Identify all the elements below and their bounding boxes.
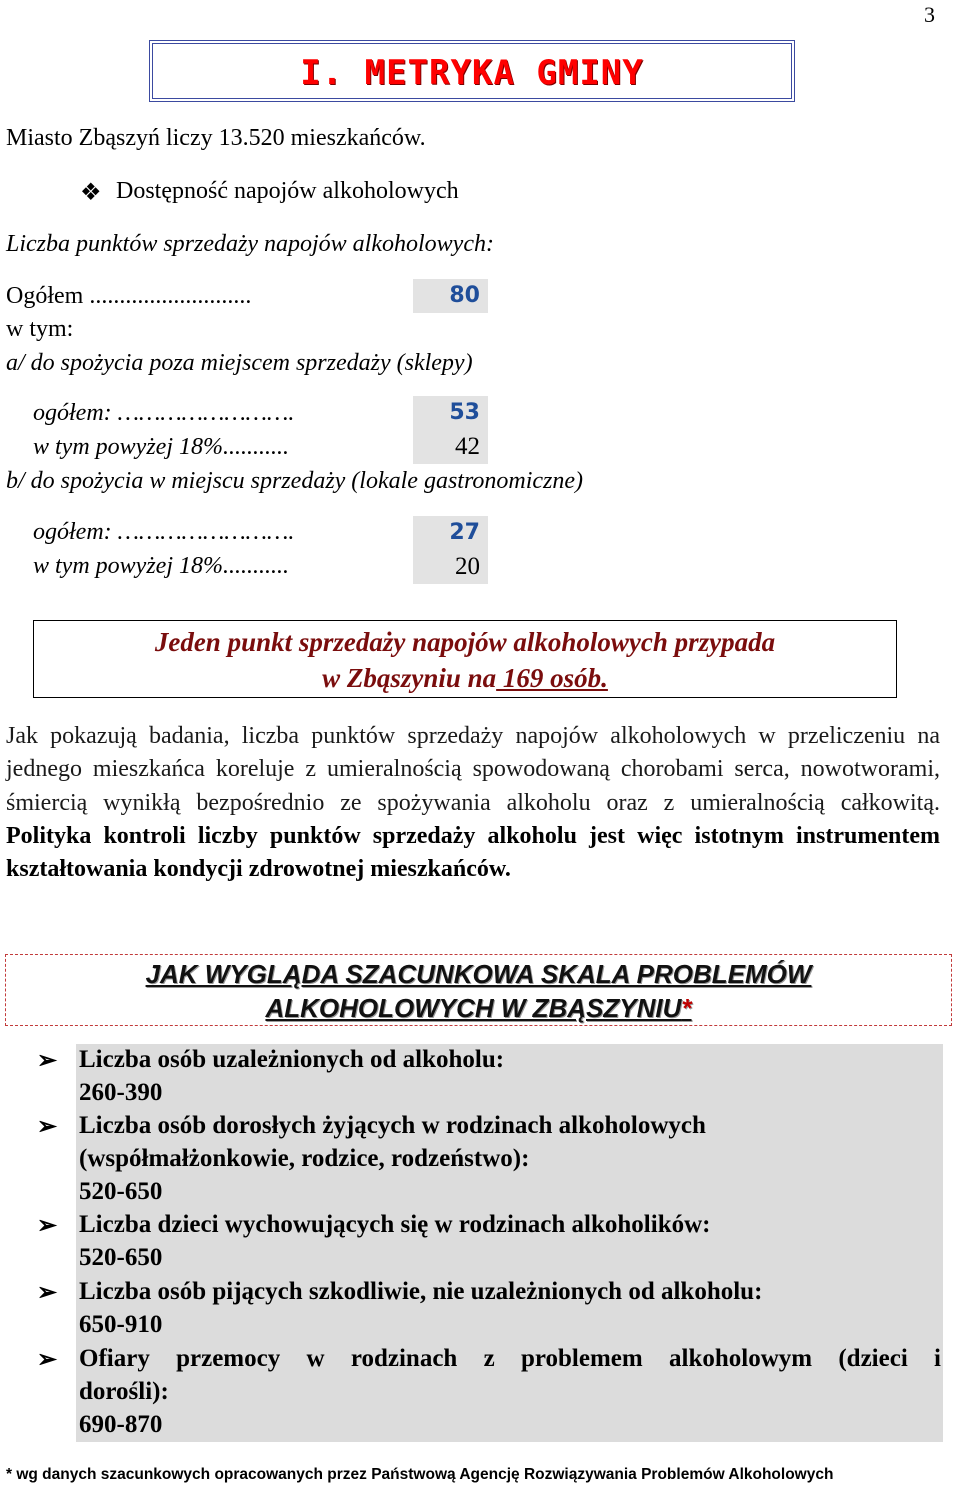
list-item-label: Liczba osób dorosłych żyjących w rodzinach alkoholowych (79, 1112, 706, 1139)
cat-a-over18-label: w tym powyżej 18%........... (33, 434, 289, 460)
list-item-label: Ofiary przemocy w rodzinach z problemem alkoholowym (dzieci i (79, 1345, 941, 1372)
section-bullet-icon: ❖ (80, 180, 102, 206)
page-title: I. METRYKA GMINY (300, 53, 644, 93)
paragraph-bold-text: Polityka kontroli liczby punktów sprzedaży alkoholu jest więc istotnym instrumentem kształtowania kondycji zdrowotnej mieszkańców. (6, 822, 940, 883)
footnote-asterisk: * (681, 993, 692, 1023)
cat-a-heading: a/ do spożycia poza miejscem sprzedaży (sklepy) (6, 350, 473, 376)
total-value: 80 (413, 279, 488, 313)
list-item-value: 650-910 (79, 1311, 163, 1338)
cat-b-over18-value: 20 (413, 550, 488, 584)
body-paragraph (6, 720, 940, 886)
title-box (152, 43, 792, 99)
arrow-bullet-icon: ➢ (37, 1048, 58, 1074)
list-item-label: Liczba osób pijących szkodliwie, nie uzależnionych od alkoholu: (79, 1278, 763, 1305)
rate-prefix: w Zbąszyniu na (322, 663, 497, 693)
arrow-bullet-icon: ➢ (37, 1114, 58, 1140)
arrow-bullet-icon: ➢ (37, 1280, 58, 1306)
list-item-value: 520-650 (79, 1178, 163, 1205)
page-number: 3 (924, 2, 935, 27)
cat-a-over18-value: 42 (413, 430, 488, 464)
list-item-label-continued: (współmałżonkowie, rodzice, rodzeństwo): (79, 1145, 530, 1172)
cat-b-heading: b/ do spożycia w miejscu sprzedaży (lokale gastronomiczne) (6, 468, 584, 494)
cat-a-total-value: 53 (413, 396, 488, 430)
points-label: Liczba punktów sprzedaży napojów alkoholowych: (6, 231, 494, 257)
arrow-bullet-icon: ➢ (37, 1213, 58, 1239)
scale-title-line-2 (6, 993, 951, 1024)
cat-b-over18-label: w tym powyżej 18%........... (33, 553, 289, 579)
list-item-value: 260-390 (79, 1079, 163, 1106)
intro-text: Miasto Zbąszyń liczy 13.520 mieszkańców. (6, 125, 426, 151)
scale-title-text: ALKOHOLOWYCH W ZBĄSZYNIU (265, 993, 682, 1023)
paragraph-text: Jak pokazują badania, liczba punktów sprzedaży napojów alkoholowych w przeliczeniu na jednego mieszkańca koreluje z umieralnością spowodowaną chorobami serca, nowotworami, śmiercią wynikłą bezpośrednio ze spożywania alkoholu oraz z umieralnością całkowitą. (6, 723, 940, 816)
in-which-label: w tym: (6, 316, 74, 342)
rate-line-2 (34, 663, 896, 694)
list-item-label: Liczba osób uzależnionych od alkoholu: (79, 1046, 505, 1073)
cat-b-total-value: 27 (413, 516, 488, 550)
rate-line-1: Jeden punkt sprzedaży napojów alkoholowych przypada (154, 627, 776, 657)
list-item-label: Liczba dzieci wychowujących się w rodzinach alkoholików: (79, 1211, 711, 1238)
footnote: * wg danych szacunkowych opracowanych przez Państwową Agencję Rozwiązywania Problemów Alkoholowych (6, 1466, 834, 1483)
rate-value: 169 osób. (496, 663, 608, 693)
problem-list-background (76, 1044, 943, 1442)
list-item-value: 520-650 (79, 1244, 163, 1271)
rate-box (33, 620, 897, 698)
list-item-label-continued: dorośli): (79, 1378, 169, 1405)
scale-title-box (5, 954, 952, 1026)
cat-a-total-label: ogółem: ……………………. (33, 400, 295, 426)
cat-b-total-label: ogółem: ……………………. (33, 519, 295, 545)
total-label: Ogółem ........................... (6, 283, 252, 309)
arrow-bullet-icon: ➢ (37, 1347, 58, 1373)
scale-title-line-1: JAK WYGLĄDA SZACUNKOWA SKALA PROBLEMÓW (145, 959, 812, 989)
list-item-value: 690-870 (79, 1411, 163, 1438)
section-heading: Dostępność napojów alkoholowych (116, 178, 459, 204)
